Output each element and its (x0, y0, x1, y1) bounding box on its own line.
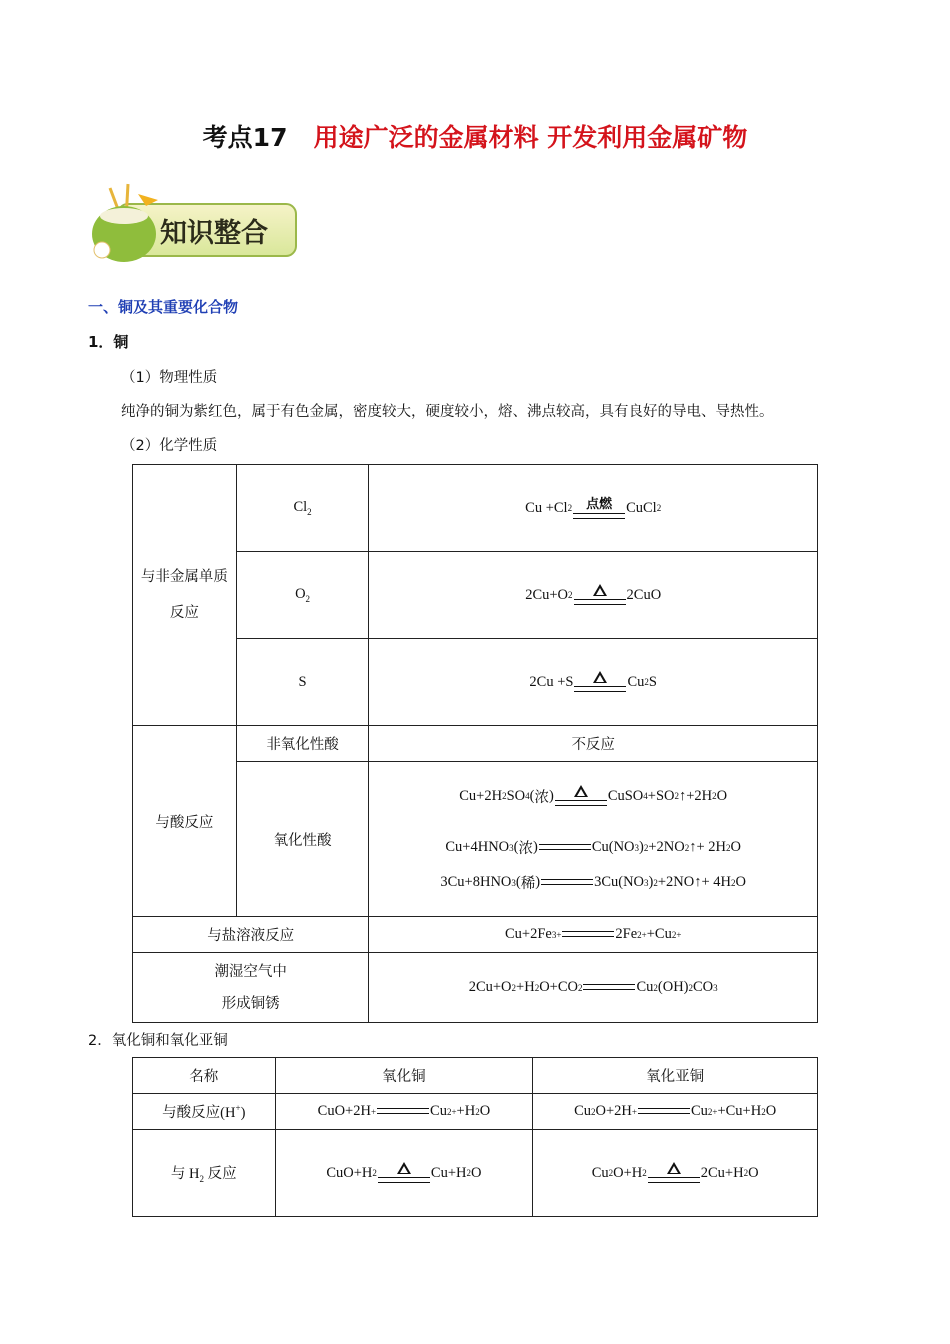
heat-triangle-icon (593, 584, 607, 596)
nonox-result: 不反应 (369, 726, 818, 762)
col-name: 名称 (133, 1058, 276, 1094)
copper-chem-table (132, 464, 818, 1023)
eq-cuo-acid: CuO+2H + Cu 2+ +H 2 O (275, 1094, 533, 1130)
physical-text: 纯净的铜为紫红色，属于有色金属，密度较大，硬度较小，熔、沸点较高，具有良好的导电、导热性。 (121, 404, 774, 420)
ox-acid: 氧化性酸 (236, 762, 369, 917)
col-cu2o: 氧化亚铜 (533, 1058, 818, 1094)
eq-cu2o-h2: Cu 2 O+H 2 2Cu+H 2 O (533, 1130, 818, 1217)
table-row (133, 726, 818, 762)
oxides-table (132, 1057, 818, 1217)
oxides-heading: 2．氧化铜和氧化亚铜 (88, 1033, 228, 1049)
eq-cuo-h2: CuO+H 2 Cu+H 2 O (275, 1130, 533, 1217)
row-acid-label: 与酸反应(H+) (133, 1094, 276, 1130)
table-row (133, 1130, 818, 1217)
salt-label: 与盐溶液反应 (133, 917, 369, 953)
coconut-icon (92, 184, 158, 262)
heat-triangle-icon (397, 1162, 411, 1174)
reagent-s: S (236, 639, 369, 726)
copper-heading: 1．铜 (88, 333, 129, 351)
title-prefix: 考点17 (202, 123, 288, 152)
col-cuo: 氧化铜 (275, 1058, 533, 1094)
heat-triangle-icon (593, 671, 607, 683)
table-row (133, 552, 818, 639)
physical-heading: （1）物理性质 (121, 370, 218, 386)
eq-cl2: Cu +Cl 2 点燃 CuCl 2 (369, 465, 818, 552)
heat-triangle-icon (574, 785, 588, 797)
table-row (133, 465, 818, 552)
heat-triangle-icon (667, 1162, 681, 1174)
group-acid: 与酸反应 (133, 726, 237, 917)
reagent-o2: $O_2$ (236, 552, 369, 639)
nonox-acid: 非氧化性酸 (236, 726, 369, 762)
table-row (133, 1094, 818, 1130)
eq-salt: Cu+2Fe 3+ 2Fe 2+ +Cu 2+ (369, 917, 818, 953)
eq-ox-acids: Cu+2H 2 SO 4 ( 浓 ) CuSO 4 +SO 2 ↑+2H 2 O Cu+4HNO 3 ( 浓 ) Cu(NO 3 ) 2 +2NO 2 ↑+ 2H 2 O 3Cu+8HNO 3 ( 稀 ) 3Cu(NO 3 ) 2 +2NO↑+ 4H 2 O (369, 762, 818, 917)
eq-cu2o-acid: Cu 2 O+2H + Cu 2+ +Cu+H 2 O (533, 1094, 818, 1130)
rust-label: 潮湿空气中 形成铜锈 (133, 953, 369, 1023)
knowledge-badge (88, 180, 300, 266)
cond-ignite: 点燃 (586, 496, 613, 512)
table-row (133, 1058, 818, 1094)
row-h2-label: 与 $H_2$ 反应 (133, 1130, 276, 1217)
title-main: 用途广泛的金属材料 开发利用金属矿物 (313, 123, 748, 152)
section-heading: 一、铜及其重要化合物 (88, 298, 239, 316)
badge-text: 知识整合 (160, 218, 268, 249)
table-row (133, 639, 818, 726)
chemical-heading: （2）化学性质 (121, 438, 218, 454)
table-row (133, 762, 818, 917)
table-row (133, 953, 818, 1023)
page-title (0, 118, 950, 154)
group-nonmetal: 与非金属单质 反应 (133, 465, 237, 726)
reagent-cl2: $Cl_2$ (236, 465, 369, 552)
eq-s: 2Cu +S Cu 2 S (369, 639, 818, 726)
eq-rust: 2Cu+O 2 +H 2 O+CO 2 Cu 2 (OH) 2 CO 3 (369, 953, 818, 1023)
eq-o2: 2Cu+O 2 2CuO (369, 552, 818, 639)
table-row (133, 917, 818, 953)
